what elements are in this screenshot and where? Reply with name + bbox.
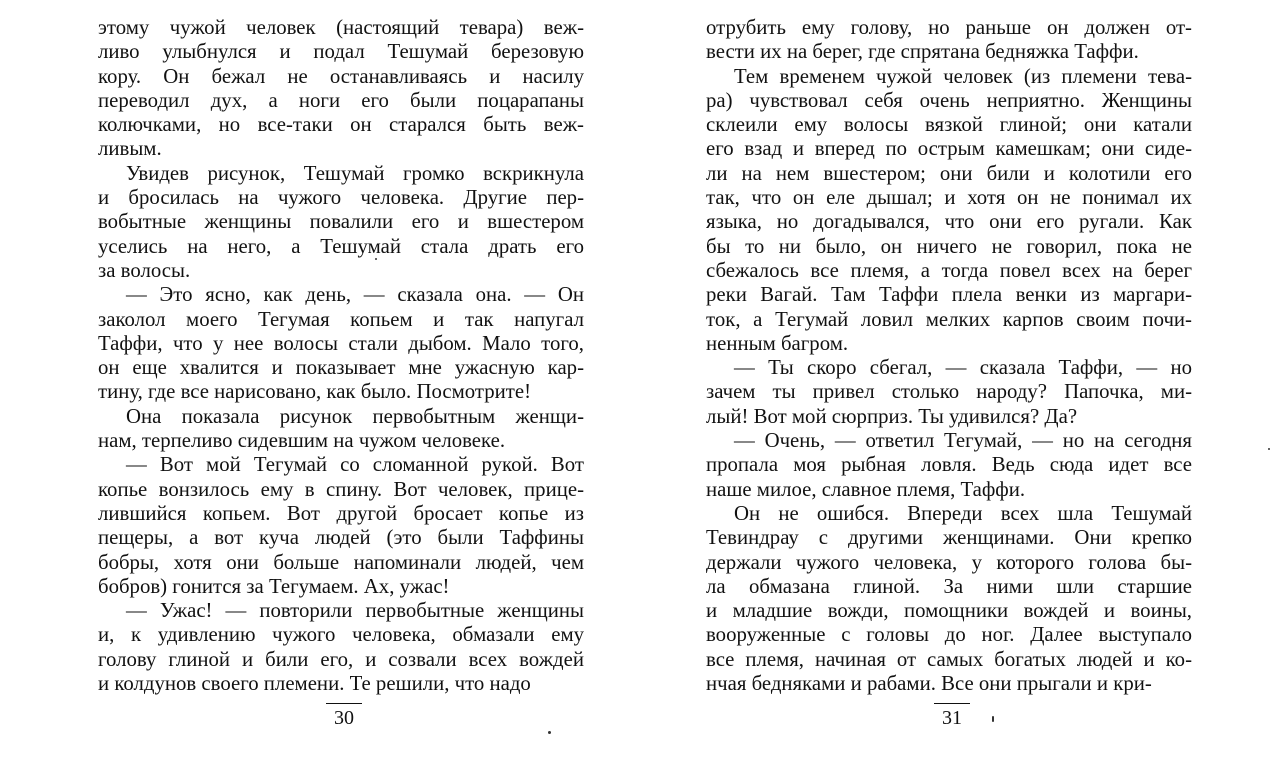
text-line: отрубить ему голову, но раньше он должен от- <box>706 16 1192 39</box>
text-line: ливо улыбнулся и подал Тешумай березовую <box>98 40 584 64</box>
text-line: реки Вагай. Там Таффи плела венки из маргари- <box>706 283 1192 307</box>
text-line: уселись на него, а Тешумай стала драть его <box>98 234 584 258</box>
text-line: ра) чувствовал себя очень неприятно. Женщины <box>706 88 1192 112</box>
text-line: склеили ему волосы вязкой глиной; они катали <box>706 113 1192 137</box>
text-line: сбежалось все племя, а тогда повел всех на берег <box>706 258 1192 282</box>
text-line: ток, а Тегумай ловил мелких карпов своим почи- <box>706 307 1192 331</box>
text-line: за волосы. <box>98 258 191 282</box>
scan-speck <box>1268 448 1270 450</box>
text-line: держали чужого человека, у которого голова бы- <box>706 550 1192 574</box>
text-line: ненным багром. <box>706 331 849 355</box>
text-line: пещеры, а вот куча людей (это были Таффины <box>98 526 584 550</box>
text-line: Тевиндрау с другими женщинами. Они крепко <box>706 526 1192 550</box>
text-line: Тем временем чужой человек (из племени тева- <box>734 64 1192 88</box>
text-line: Увидев рисунок, Тешумай громко вскрикнула <box>126 161 584 185</box>
text-line: бобры, хотя они больше напоминали людей, чем <box>98 550 584 574</box>
left-page-number: 30 <box>314 706 374 730</box>
right-page <box>706 16 1192 696</box>
text-line: ливым. <box>98 137 162 161</box>
text-line: ли на нем вшестером; они били и колотили его <box>706 161 1192 185</box>
left-page <box>98 16 584 696</box>
text-line: — Это ясно, как день, — сказала она. — Он <box>126 283 584 307</box>
text-line: его взад и вперед по острым камешкам; они сиде- <box>706 137 1192 161</box>
text-line: лый! Вот мой сюрприз. Ты удивился? Да? <box>706 404 1078 428</box>
text-line: Таффи, что у нее волосы стали дыбом. Мало того, <box>98 331 584 355</box>
text-line: языка, но догадывался, что они его ругали. Как <box>706 210 1192 234</box>
scan-speck <box>375 258 377 260</box>
text-line: лившийся копьем. Вот другой бросает копье из <box>98 501 584 525</box>
text-line: зачем ты привел столько народу? Папочка, ми- <box>706 380 1192 404</box>
text-line: и младшие вожди, помощники вождей и воины, <box>706 599 1192 623</box>
text-line: — Ужас! — повторили первобытные женщины <box>126 599 584 623</box>
text-line: вести их на берег, где спрятана бедняжка Таффи. <box>706 40 1139 64</box>
text-line: — Вот мой Тегумай со сломанной рукой. Вот <box>126 453 584 477</box>
scan-speck <box>992 716 994 722</box>
right-page-number: 31 <box>922 706 982 730</box>
text-line: ла обмазана глиной. За ними шли старшие <box>706 574 1192 598</box>
text-line: Он не ошибся. Впереди всех шла Тешумай <box>734 501 1192 525</box>
text-line: копье вонзилось ему в спину. Вот человек, прице- <box>98 477 584 501</box>
text-line: бы то ни было, он ничего не говорил, пока не <box>706 234 1192 258</box>
text-line: кору. Он бежал не останавливаясь и насилу <box>98 64 584 88</box>
text-line: и колдунов своего племени. Те решили, что надо <box>98 672 531 696</box>
text-line: пропала моя рыбная ловля. Ведь сюда идет все <box>706 453 1192 477</box>
text-line: голову глиной и били его, и созвали всех вождей <box>98 647 584 671</box>
text-line: — Очень, — ответил Тегумай, — но на сегодня <box>734 429 1192 453</box>
scan-speck <box>548 731 551 734</box>
text-line: этому чужой человек (настоящий тевара) веж- <box>98 16 584 39</box>
text-line: — Ты скоро сбегал, — сказала Таффи, — но <box>734 356 1192 380</box>
text-line: он еще хвалится и показывает мне ужасную кар- <box>98 356 584 380</box>
text-line: все племя, начиная от самых богатых людей и ко- <box>706 647 1192 671</box>
text-line: и, к удивлению чужого человека, обмазали ему <box>98 623 584 647</box>
text-line: так, что он еле дышал; и хотя он не понимал их <box>706 186 1192 210</box>
text-line: тину, где все нарисовано, как было. Посмотрите! <box>98 380 532 404</box>
text-line: Она показала рисунок первобытным женщи- <box>126 404 584 428</box>
text-line: колючками, но все-таки он старался быть веж- <box>98 113 584 137</box>
text-line: нчая бедняками и рабами. Все они прыгали и кри- <box>706 672 1152 696</box>
text-line: вобытные женщины повалили его и вшестером <box>98 210 584 234</box>
text-line: бобров) гонится за Тегумаем. Ах, ужас! <box>98 574 450 598</box>
text-line: заколол моего Тегумая копьем и так напугал <box>98 307 584 331</box>
text-line: переводил дух, а ноги его были поцарапаны <box>98 88 584 112</box>
text-line: нам, терпеливо сидевшим на чужом человеке. <box>98 429 506 453</box>
text-line: и бросилась на чужого человека. Другие пер- <box>98 186 584 210</box>
text-line: наше милое, славное племя, Таффи. <box>706 477 1026 501</box>
text-line: вооруженные с головы до ног. Далее выступало <box>706 623 1192 647</box>
